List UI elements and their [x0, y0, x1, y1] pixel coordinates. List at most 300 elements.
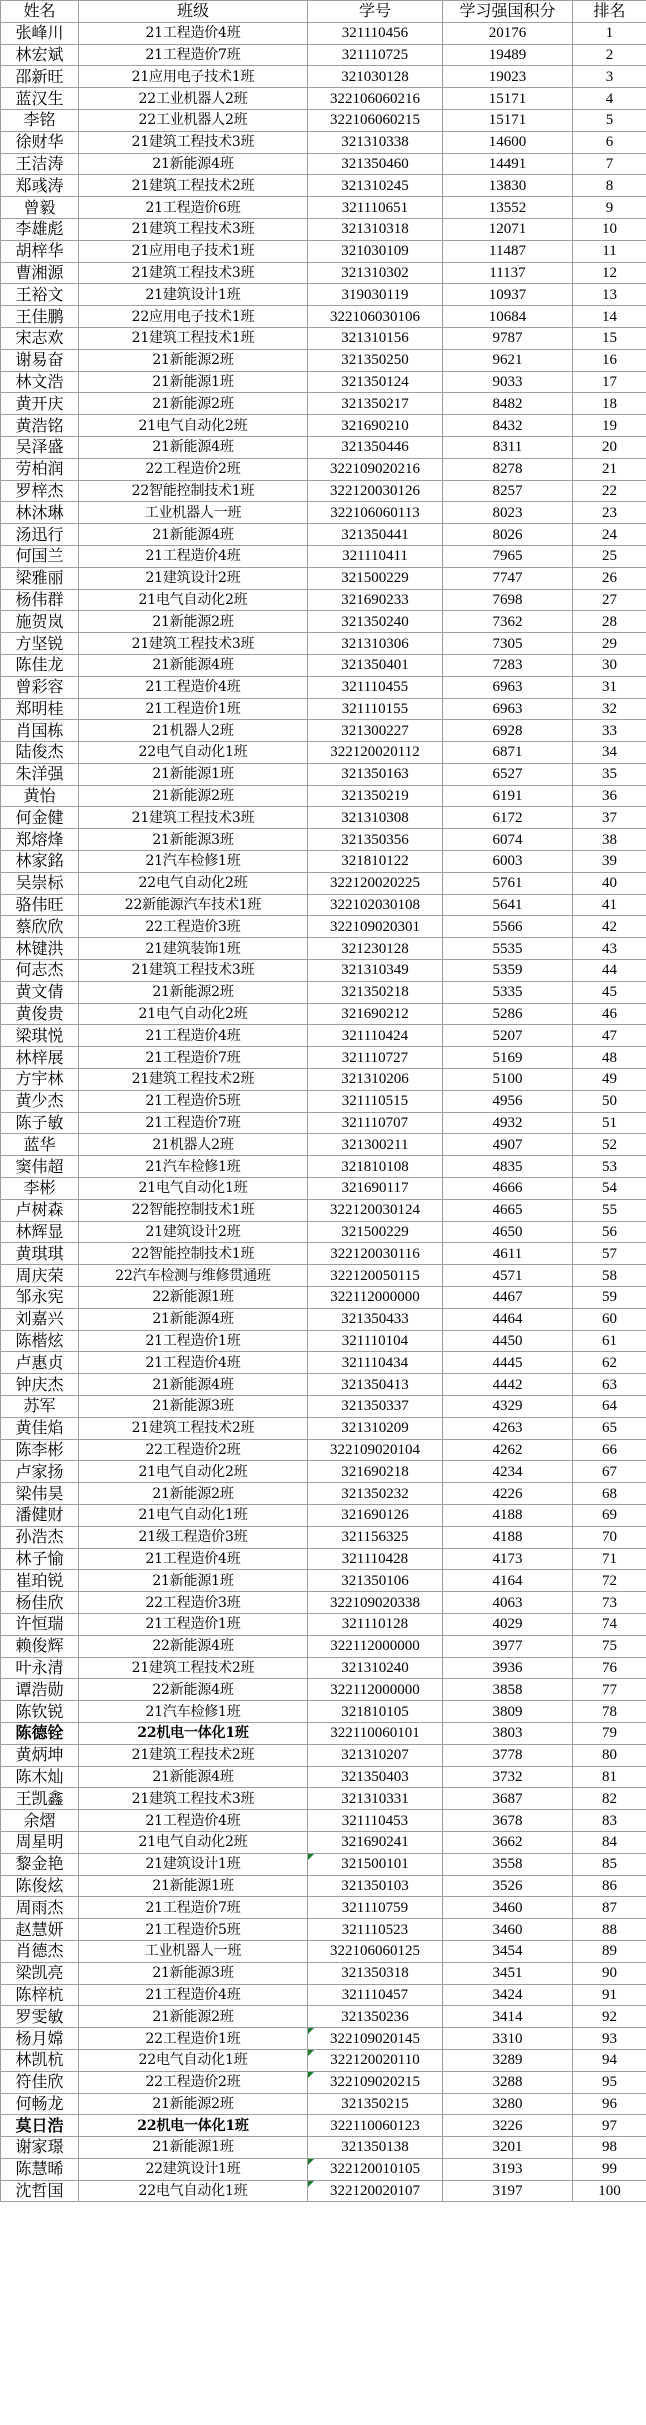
cell-rank[interactable]	[573, 1069, 646, 1091]
cell-class[interactable]	[79, 109, 308, 131]
cell-class[interactable]	[79, 306, 308, 328]
cell-rank[interactable]	[573, 284, 646, 306]
cell-study-points[interactable]	[443, 1287, 573, 1309]
cell-name[interactable]	[1, 1199, 79, 1221]
cell-rank[interactable]	[573, 1853, 646, 1875]
cell-name[interactable]	[1, 262, 79, 284]
cell-class[interactable]	[79, 153, 308, 175]
cell-name[interactable]	[1, 415, 79, 437]
cell-student-id[interactable]	[308, 393, 443, 415]
cell-study-points[interactable]	[443, 1853, 573, 1875]
cell-study-points[interactable]	[443, 1003, 573, 1025]
cell-name[interactable]	[1, 2006, 79, 2028]
cell-student-id[interactable]	[308, 1722, 443, 1744]
cell-rank[interactable]	[573, 458, 646, 480]
cell-rank[interactable]	[573, 2115, 646, 2137]
cell-study-points[interactable]	[443, 1483, 573, 1505]
cell-class[interactable]	[79, 436, 308, 458]
cell-name[interactable]	[1, 2028, 79, 2050]
cell-name[interactable]	[1, 436, 79, 458]
cell-name[interactable]	[1, 1526, 79, 1548]
cell-study-points[interactable]	[443, 938, 573, 960]
cell-study-points[interactable]	[443, 633, 573, 655]
cell-name[interactable]	[1, 1374, 79, 1396]
cell-student-id[interactable]	[308, 633, 443, 655]
cell-rank[interactable]	[573, 1722, 646, 1744]
cell-study-points[interactable]	[443, 2137, 573, 2159]
cell-class[interactable]	[79, 1439, 308, 1461]
cell-student-id[interactable]	[308, 720, 443, 742]
cell-student-id[interactable]	[308, 458, 443, 480]
cell-student-id[interactable]	[308, 763, 443, 785]
cell-student-id[interactable]	[308, 480, 443, 502]
cell-name[interactable]	[1, 1003, 79, 1025]
cell-rank[interactable]	[573, 415, 646, 437]
cell-rank[interactable]	[573, 1461, 646, 1483]
cell-student-id[interactable]	[308, 2137, 443, 2159]
cell-rank[interactable]	[573, 436, 646, 458]
cell-student-id[interactable]	[308, 1940, 443, 1962]
cell-name[interactable]	[1, 1657, 79, 1679]
cell-student-id[interactable]	[308, 872, 443, 894]
cell-study-points[interactable]	[443, 872, 573, 894]
cell-rank[interactable]	[573, 262, 646, 284]
cell-study-points[interactable]	[443, 2093, 573, 2115]
cell-class[interactable]	[79, 349, 308, 371]
cell-name[interactable]	[1, 524, 79, 546]
cell-class[interactable]	[79, 458, 308, 480]
cell-rank[interactable]	[573, 1178, 646, 1200]
cell-study-points[interactable]	[443, 1352, 573, 1374]
cell-class[interactable]	[79, 1788, 308, 1810]
cell-study-points[interactable]	[443, 698, 573, 720]
cell-rank[interactable]	[573, 1875, 646, 1897]
cell-name[interactable]	[1, 1984, 79, 2006]
cell-class[interactable]	[79, 1919, 308, 1941]
cell-study-points[interactable]	[443, 1788, 573, 1810]
cell-class[interactable]	[79, 1635, 308, 1657]
cell-rank[interactable]	[573, 1962, 646, 1984]
cell-student-id[interactable]	[308, 1526, 443, 1548]
cell-student-id[interactable]	[308, 1570, 443, 1592]
cell-name[interactable]	[1, 284, 79, 306]
cell-student-id[interactable]	[308, 415, 443, 437]
cell-study-points[interactable]	[443, 567, 573, 589]
cell-study-points[interactable]	[443, 676, 573, 698]
cell-class[interactable]	[79, 2158, 308, 2180]
cell-name[interactable]	[1, 1178, 79, 1200]
cell-student-id[interactable]	[308, 545, 443, 567]
cell-study-points[interactable]	[443, 1069, 573, 1091]
cell-rank[interactable]	[573, 872, 646, 894]
cell-study-points[interactable]	[443, 284, 573, 306]
cell-student-id[interactable]	[308, 1592, 443, 1614]
cell-name[interactable]	[1, 2180, 79, 2202]
cell-study-points[interactable]	[443, 1919, 573, 1941]
cell-student-id[interactable]	[308, 131, 443, 153]
cell-study-points[interactable]	[443, 1766, 573, 1788]
cell-name[interactable]	[1, 1919, 79, 1941]
cell-rank[interactable]	[573, 1112, 646, 1134]
cell-student-id[interactable]	[308, 1461, 443, 1483]
cell-class[interactable]	[79, 1744, 308, 1766]
cell-study-points[interactable]	[443, 1962, 573, 1984]
cell-class[interactable]	[79, 1156, 308, 1178]
cell-study-points[interactable]	[443, 1243, 573, 1265]
cell-rank[interactable]	[573, 763, 646, 785]
cell-name[interactable]	[1, 1025, 79, 1047]
cell-name[interactable]	[1, 1483, 79, 1505]
cell-study-points[interactable]	[443, 589, 573, 611]
cell-student-id[interactable]	[308, 88, 443, 110]
cell-study-points[interactable]	[443, 1308, 573, 1330]
cell-name[interactable]	[1, 1504, 79, 1526]
cell-rank[interactable]	[573, 633, 646, 655]
cell-student-id[interactable]	[308, 698, 443, 720]
cell-study-points[interactable]	[443, 306, 573, 328]
cell-name[interactable]	[1, 1308, 79, 1330]
cell-study-points[interactable]	[443, 240, 573, 262]
cell-rank[interactable]	[573, 2049, 646, 2071]
cell-class[interactable]	[79, 654, 308, 676]
cell-study-points[interactable]	[443, 66, 573, 88]
cell-student-id[interactable]	[308, 785, 443, 807]
cell-class[interactable]	[79, 1199, 308, 1221]
cell-student-id[interactable]	[308, 1265, 443, 1287]
cell-class[interactable]	[79, 1940, 308, 1962]
cell-study-points[interactable]	[443, 349, 573, 371]
cell-name[interactable]	[1, 1243, 79, 1265]
cell-rank[interactable]	[573, 1810, 646, 1832]
cell-rank[interactable]	[573, 1047, 646, 1069]
cell-class[interactable]	[79, 1287, 308, 1309]
cell-rank[interactable]	[573, 197, 646, 219]
cell-class[interactable]	[79, 1570, 308, 1592]
cell-student-id[interactable]	[308, 1417, 443, 1439]
cell-study-points[interactable]	[443, 2115, 573, 2137]
cell-rank[interactable]	[573, 44, 646, 66]
cell-student-id[interactable]	[308, 1047, 443, 1069]
cell-class[interactable]	[79, 545, 308, 567]
cell-rank[interactable]	[573, 1003, 646, 1025]
cell-name[interactable]	[1, 393, 79, 415]
cell-student-id[interactable]	[308, 306, 443, 328]
cell-rank[interactable]	[573, 1265, 646, 1287]
cell-study-points[interactable]	[443, 415, 573, 437]
cell-rank[interactable]	[573, 1897, 646, 1919]
cell-rank[interactable]	[573, 1243, 646, 1265]
cell-student-id[interactable]	[308, 327, 443, 349]
cell-class[interactable]	[79, 66, 308, 88]
cell-study-points[interactable]	[443, 851, 573, 873]
cell-name[interactable]	[1, 1265, 79, 1287]
cell-student-id[interactable]	[308, 502, 443, 524]
cell-rank[interactable]	[573, 1287, 646, 1309]
cell-student-id[interactable]	[308, 240, 443, 262]
cell-class[interactable]	[79, 894, 308, 916]
cell-study-points[interactable]	[443, 807, 573, 829]
cell-class[interactable]	[79, 1766, 308, 1788]
cell-rank[interactable]	[573, 393, 646, 415]
cell-name[interactable]	[1, 872, 79, 894]
cell-name[interactable]	[1, 2049, 79, 2071]
cell-student-id[interactable]	[308, 938, 443, 960]
cell-class[interactable]	[79, 131, 308, 153]
cell-class[interactable]	[79, 742, 308, 764]
cell-name[interactable]	[1, 1853, 79, 1875]
cell-rank[interactable]	[573, 894, 646, 916]
cell-study-points[interactable]	[443, 1722, 573, 1744]
cell-rank[interactable]	[573, 1417, 646, 1439]
cell-study-points[interactable]	[443, 218, 573, 240]
cell-name[interactable]	[1, 1875, 79, 1897]
cell-rank[interactable]	[573, 1483, 646, 1505]
cell-name[interactable]	[1, 981, 79, 1003]
cell-class[interactable]	[79, 2180, 308, 2202]
cell-student-id[interactable]	[308, 153, 443, 175]
cell-class[interactable]	[79, 1069, 308, 1091]
cell-rank[interactable]	[573, 1504, 646, 1526]
cell-class[interactable]	[79, 960, 308, 982]
cell-name[interactable]	[1, 306, 79, 328]
cell-study-points[interactable]	[443, 2006, 573, 2028]
cell-name[interactable]	[1, 1221, 79, 1243]
cell-name[interactable]	[1, 1766, 79, 1788]
cell-study-points[interactable]	[443, 1897, 573, 1919]
cell-name[interactable]	[1, 829, 79, 851]
cell-student-id[interactable]	[308, 829, 443, 851]
cell-rank[interactable]	[573, 1570, 646, 1592]
cell-study-points[interactable]	[443, 1940, 573, 1962]
cell-name[interactable]	[1, 1592, 79, 1614]
cell-name[interactable]	[1, 611, 79, 633]
cell-rank[interactable]	[573, 109, 646, 131]
cell-study-points[interactable]	[443, 1265, 573, 1287]
cell-rank[interactable]	[573, 1156, 646, 1178]
cell-name[interactable]	[1, 807, 79, 829]
cell-class[interactable]	[79, 1831, 308, 1853]
cell-study-points[interactable]	[443, 742, 573, 764]
cell-study-points[interactable]	[443, 1439, 573, 1461]
cell-rank[interactable]	[573, 1984, 646, 2006]
cell-student-id[interactable]	[308, 66, 443, 88]
cell-name[interactable]	[1, 1287, 79, 1309]
cell-study-points[interactable]	[443, 393, 573, 415]
cell-rank[interactable]	[573, 22, 646, 44]
cell-study-points[interactable]	[443, 1374, 573, 1396]
cell-rank[interactable]	[573, 567, 646, 589]
cell-class[interactable]	[79, 218, 308, 240]
cell-class[interactable]	[79, 1810, 308, 1832]
cell-student-id[interactable]	[308, 1766, 443, 1788]
cell-study-points[interactable]	[443, 262, 573, 284]
cell-study-points[interactable]	[443, 1112, 573, 1134]
cell-name[interactable]	[1, 1461, 79, 1483]
cell-student-id[interactable]	[308, 1744, 443, 1766]
cell-rank[interactable]	[573, 1374, 646, 1396]
cell-study-points[interactable]	[443, 763, 573, 785]
cell-class[interactable]	[79, 284, 308, 306]
cell-student-id[interactable]	[308, 1613, 443, 1635]
cell-student-id[interactable]	[308, 1243, 443, 1265]
cell-class[interactable]	[79, 1984, 308, 2006]
cell-name[interactable]	[1, 109, 79, 131]
cell-study-points[interactable]	[443, 88, 573, 110]
cell-name[interactable]	[1, 1810, 79, 1832]
cell-class[interactable]	[79, 524, 308, 546]
cell-student-id[interactable]	[308, 916, 443, 938]
cell-name[interactable]	[1, 1352, 79, 1374]
cell-rank[interactable]	[573, 545, 646, 567]
cell-student-id[interactable]	[308, 262, 443, 284]
cell-student-id[interactable]	[308, 1374, 443, 1396]
cell-name[interactable]	[1, 545, 79, 567]
cell-student-id[interactable]	[308, 2071, 443, 2093]
cell-rank[interactable]	[573, 153, 646, 175]
cell-student-id[interactable]	[308, 960, 443, 982]
cell-rank[interactable]	[573, 2093, 646, 2115]
cell-name[interactable]	[1, 349, 79, 371]
cell-rank[interactable]	[573, 1679, 646, 1701]
cell-student-id[interactable]	[308, 1788, 443, 1810]
cell-student-id[interactable]	[308, 1025, 443, 1047]
cell-name[interactable]	[1, 2137, 79, 2159]
cell-study-points[interactable]	[443, 1984, 573, 2006]
cell-class[interactable]	[79, 1722, 308, 1744]
cell-study-points[interactable]	[443, 1396, 573, 1418]
cell-study-points[interactable]	[443, 1679, 573, 1701]
cell-rank[interactable]	[573, 1657, 646, 1679]
cell-rank[interactable]	[573, 916, 646, 938]
cell-rank[interactable]	[573, 1134, 646, 1156]
cell-study-points[interactable]	[443, 720, 573, 742]
cell-rank[interactable]	[573, 306, 646, 328]
cell-student-id[interactable]	[308, 44, 443, 66]
cell-name[interactable]	[1, 567, 79, 589]
cell-class[interactable]	[79, 567, 308, 589]
cell-name[interactable]	[1, 1090, 79, 1112]
cell-name[interactable]	[1, 458, 79, 480]
cell-student-id[interactable]	[308, 611, 443, 633]
cell-name[interactable]	[1, 88, 79, 110]
cell-class[interactable]	[79, 1461, 308, 1483]
cell-class[interactable]	[79, 1504, 308, 1526]
cell-name[interactable]	[1, 698, 79, 720]
cell-student-id[interactable]	[308, 218, 443, 240]
cell-name[interactable]	[1, 197, 79, 219]
cell-class[interactable]	[79, 981, 308, 1003]
cell-student-id[interactable]	[308, 1112, 443, 1134]
cell-study-points[interactable]	[443, 2028, 573, 2050]
cell-rank[interactable]	[573, 2028, 646, 2050]
cell-name[interactable]	[1, 960, 79, 982]
cell-rank[interactable]	[573, 1788, 646, 1810]
cell-study-points[interactable]	[443, 981, 573, 1003]
cell-study-points[interactable]	[443, 1570, 573, 1592]
cell-student-id[interactable]	[308, 371, 443, 393]
cell-class[interactable]	[79, 763, 308, 785]
cell-student-id[interactable]	[308, 22, 443, 44]
cell-class[interactable]	[79, 1875, 308, 1897]
cell-rank[interactable]	[573, 851, 646, 873]
cell-class[interactable]	[79, 1962, 308, 1984]
cell-rank[interactable]	[573, 175, 646, 197]
cell-study-points[interactable]	[443, 1330, 573, 1352]
cell-class[interactable]	[79, 2006, 308, 2028]
cell-rank[interactable]	[573, 676, 646, 698]
cell-class[interactable]	[79, 1679, 308, 1701]
cell-class[interactable]	[79, 240, 308, 262]
cell-rank[interactable]	[573, 524, 646, 546]
cell-study-points[interactable]	[443, 1526, 573, 1548]
cell-class[interactable]	[79, 698, 308, 720]
cell-rank[interactable]	[573, 327, 646, 349]
cell-rank[interactable]	[573, 1221, 646, 1243]
cell-class[interactable]	[79, 1483, 308, 1505]
cell-study-points[interactable]	[443, 371, 573, 393]
cell-student-id[interactable]	[308, 1875, 443, 1897]
cell-class[interactable]	[79, 938, 308, 960]
cell-student-id[interactable]	[308, 1396, 443, 1418]
cell-student-id[interactable]	[308, 197, 443, 219]
cell-rank[interactable]	[573, 1330, 646, 1352]
cell-rank[interactable]	[573, 349, 646, 371]
cell-rank[interactable]	[573, 88, 646, 110]
cell-class[interactable]	[79, 1330, 308, 1352]
cell-class[interactable]	[79, 829, 308, 851]
cell-rank[interactable]	[573, 1199, 646, 1221]
cell-study-points[interactable]	[443, 480, 573, 502]
cell-name[interactable]	[1, 1831, 79, 1853]
cell-class[interactable]	[79, 1047, 308, 1069]
cell-class[interactable]	[79, 371, 308, 393]
cell-class[interactable]	[79, 916, 308, 938]
cell-name[interactable]	[1, 633, 79, 655]
cell-study-points[interactable]	[443, 1199, 573, 1221]
cell-name[interactable]	[1, 480, 79, 502]
cell-student-id[interactable]	[308, 1221, 443, 1243]
cell-student-id[interactable]	[308, 349, 443, 371]
cell-class[interactable]	[79, 2028, 308, 2050]
cell-study-points[interactable]	[443, 197, 573, 219]
cell-study-points[interactable]	[443, 1090, 573, 1112]
cell-student-id[interactable]	[308, 2180, 443, 2202]
cell-name[interactable]	[1, 1330, 79, 1352]
cell-student-id[interactable]	[308, 1853, 443, 1875]
cell-name[interactable]	[1, 1722, 79, 1744]
cell-study-points[interactable]	[443, 894, 573, 916]
cell-rank[interactable]	[573, 829, 646, 851]
cell-class[interactable]	[79, 262, 308, 284]
cell-rank[interactable]	[573, 2158, 646, 2180]
cell-class[interactable]	[79, 197, 308, 219]
cell-student-id[interactable]	[308, 2115, 443, 2137]
cell-name[interactable]	[1, 720, 79, 742]
cell-student-id[interactable]	[308, 1548, 443, 1570]
cell-rank[interactable]	[573, 720, 646, 742]
cell-study-points[interactable]	[443, 458, 573, 480]
cell-name[interactable]	[1, 1069, 79, 1091]
cell-student-id[interactable]	[308, 1919, 443, 1941]
cell-name[interactable]	[1, 66, 79, 88]
cell-student-id[interactable]	[308, 654, 443, 676]
cell-class[interactable]	[79, 633, 308, 655]
cell-rank[interactable]	[573, 1396, 646, 1418]
cell-study-points[interactable]	[443, 785, 573, 807]
cell-student-id[interactable]	[308, 436, 443, 458]
cell-name[interactable]	[1, 1396, 79, 1418]
cell-student-id[interactable]	[308, 1287, 443, 1309]
